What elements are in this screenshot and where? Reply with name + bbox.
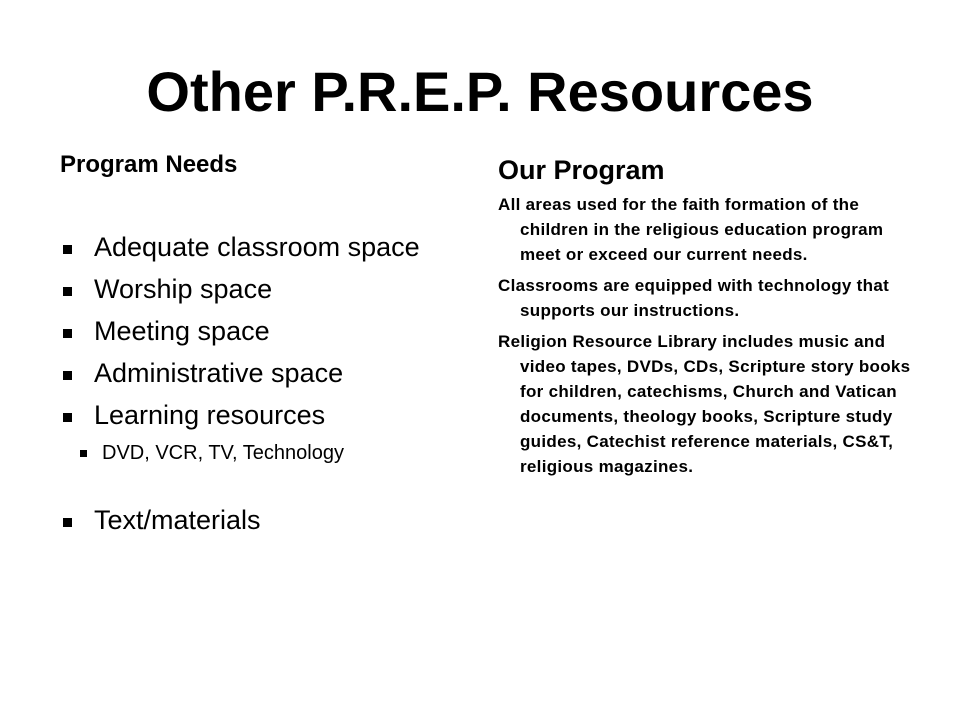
sub-list-item-label: DVD, VCR, TV, Technology — [102, 442, 344, 464]
list-item-label: Text/materials — [94, 505, 261, 535]
program-paragraph: Classrooms are equipped with technology that supports our instructions. — [498, 276, 890, 320]
list-item-label: Administrative space — [94, 358, 344, 388]
list-item-label: Worship space — [94, 274, 273, 304]
program-needs-heading: Program Needs — [60, 151, 238, 178]
our-program-column — [498, 152, 918, 479]
slide-title: Other P.R.E.P. Resources — [146, 60, 814, 123]
list-item-label: Adequate classroom space — [94, 232, 420, 262]
learning-resources-sublist — [60, 441, 420, 465]
square-bullet-icon — [63, 287, 72, 296]
list-item — [60, 232, 420, 263]
square-bullet-icon — [63, 518, 72, 527]
square-bullet-icon — [63, 245, 72, 254]
program-paragraph: All areas used for the faith formation of the children in the religious education program meet or exceed our current needs. — [498, 195, 884, 264]
list-item — [60, 316, 420, 347]
square-bullet-icon — [63, 371, 72, 380]
list-item-label: Meeting space — [94, 316, 270, 346]
sub-list-item — [60, 441, 420, 465]
program-needs-column — [60, 148, 420, 536]
program-paragraph: Religion Resource Library includes music and video tapes, DVDs, CDs, Scripture story books for children, catechisms, Church and Vatican documents, theology books, Scripture study guides, Catechist reference materials, CS&T, religious magazines. — [498, 332, 911, 476]
list-item — [60, 274, 420, 305]
square-bullet-icon — [63, 413, 72, 422]
list-item-label: Learning resources — [94, 400, 326, 430]
our-program-heading: Our Program — [498, 155, 665, 185]
square-bullet-icon — [63, 329, 72, 338]
list-item — [60, 400, 420, 465]
list-item — [60, 358, 420, 389]
list-item — [60, 505, 420, 536]
program-needs-list — [60, 232, 420, 536]
square-bullet-icon — [80, 450, 87, 457]
